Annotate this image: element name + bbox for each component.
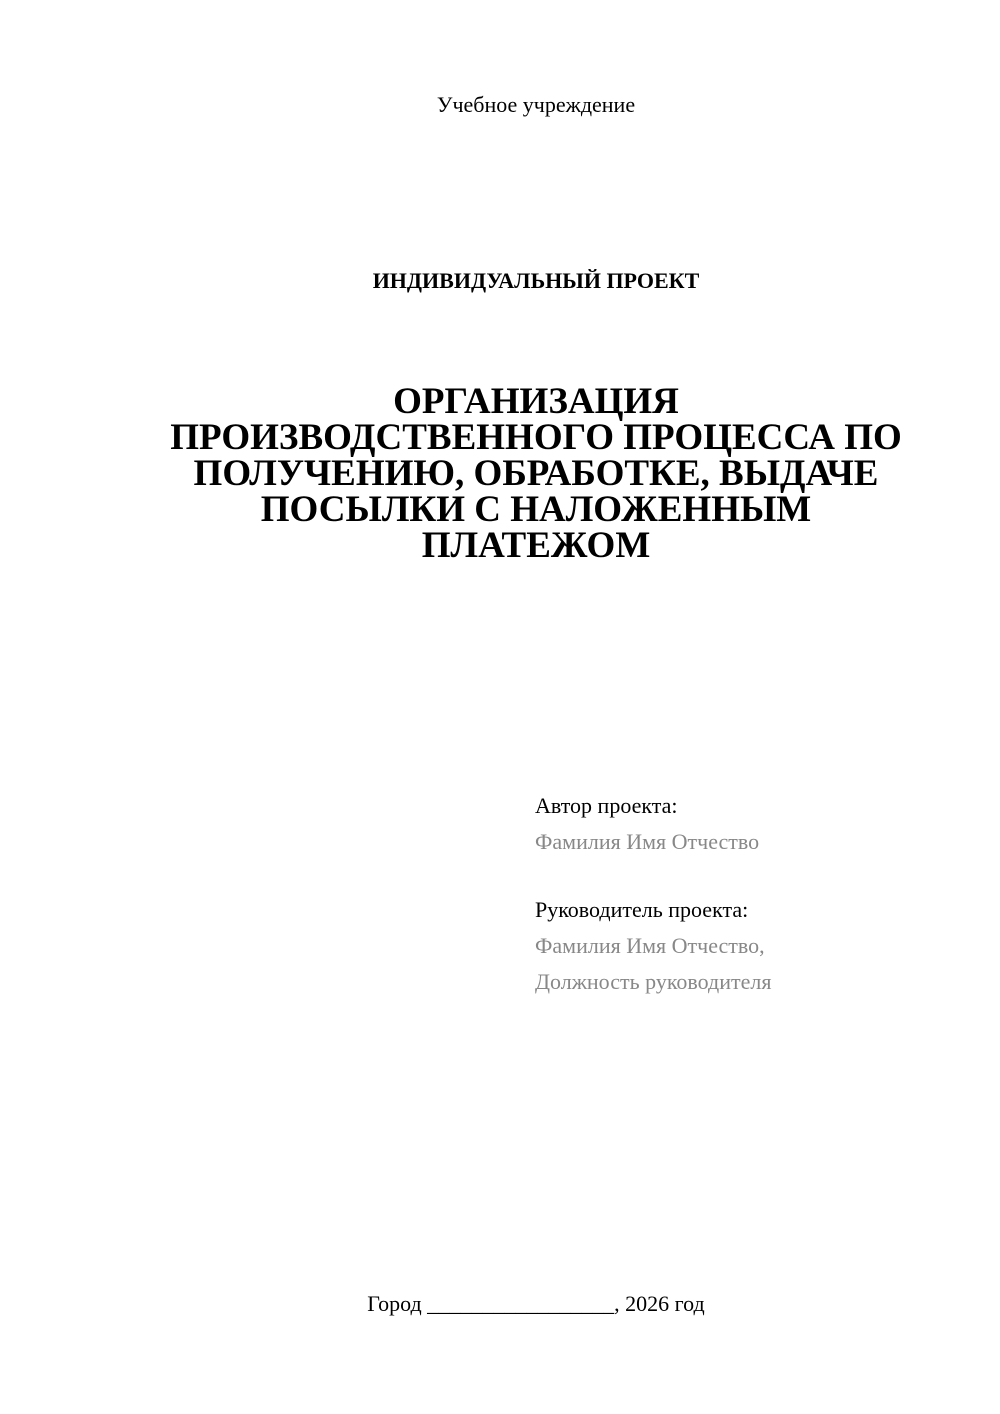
project-type-heading: ИНДИВИДУАЛЬНЫЙ ПРОЕКТ	[372, 268, 700, 293]
signature-section	[535, 788, 975, 1032]
author-name: Фамилия Имя Отчество	[535, 829, 760, 854]
city-year-line: Город _________________, 2026 год	[367, 1291, 705, 1316]
title-line: ОРГАНИЗАЦИЯ	[393, 381, 679, 422]
supervisor-label: Руководитель проекта:	[535, 897, 749, 922]
author-block	[535, 788, 975, 860]
institution-name: Учебное учреждение	[436, 92, 636, 117]
title-line: ПОСЫЛКИ С НАЛОЖЕННЫМ	[260, 489, 812, 530]
title-line: ПОЛУЧЕНИЮ, ОБРАБОТКЕ, ВЫДАЧЕ	[193, 453, 879, 494]
supervisor-block	[535, 892, 975, 1000]
title-line: ПЛАТЕЖОМ	[421, 525, 651, 566]
title-line: ПРОИЗВОДСТВЕННОГО ПРОЦЕССА ПО	[170, 417, 902, 458]
supervisor-position: Должность руководителя	[535, 969, 772, 994]
supervisor-name: Фамилия Имя Отчество,	[535, 933, 765, 958]
project-title	[140, 381, 932, 566]
author-label: Автор проекта:	[535, 793, 678, 818]
